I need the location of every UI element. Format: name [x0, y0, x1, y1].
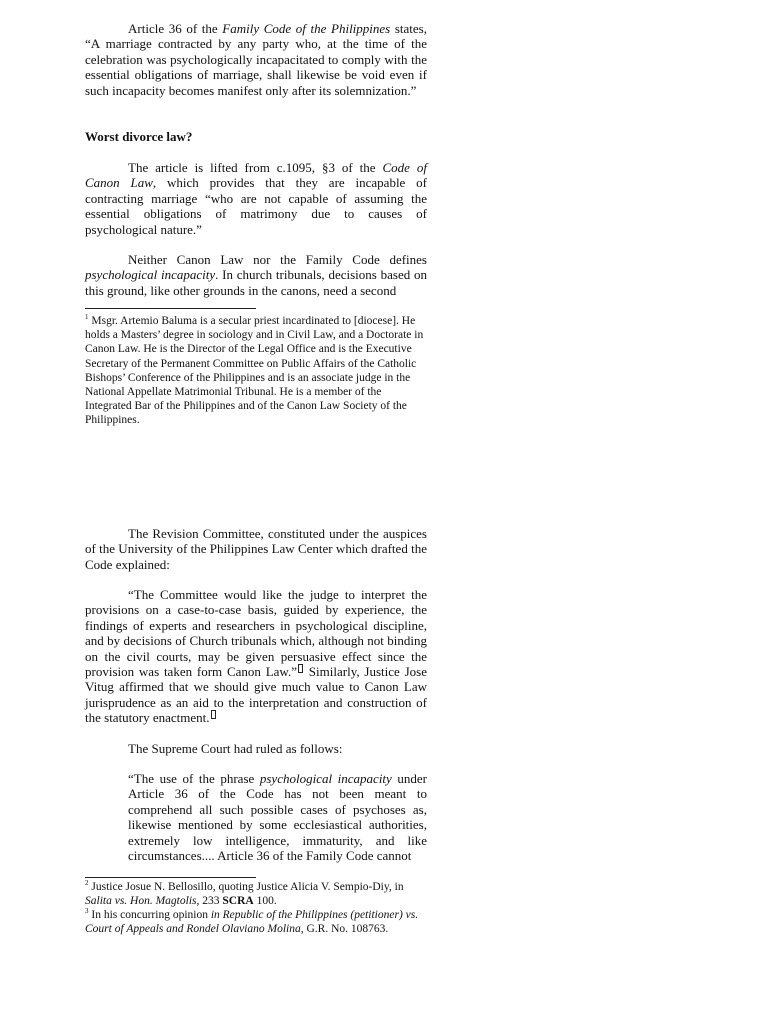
text: Neither Canon Law nor the Family Code defines: [128, 252, 427, 267]
text: The Revision Committee, constituted under the auspices of the University of the Philippines Law Center which drafted the Code explained:: [85, 526, 427, 572]
text: , G.R. No. 108763.: [300, 923, 389, 936]
text: Article 36 of the: [128, 21, 223, 36]
text: Similarly, Justice Jose Vitug affirmed that we should give much value to Canon Law jurisprudence as an aid to the interpretation and construction of the statutory enactment.: [85, 664, 427, 726]
text: , which provides that they are incapable of contracting marriage “who are not capable of assuming the essential obligations of matrimony due to causes of psychological nature.”: [85, 175, 427, 237]
text: under Article 36 of the Code has not been meant to comprehend all such possible cases of psychoses as, likewise mentioned by some ecclesiastical authorities, extremely low intelligence, immaturity, and like circumstances.... Article 36 of the Family Code cannot: [128, 771, 427, 864]
text: In his concurring opinion: [88, 909, 211, 921]
text: “The use of the phrase: [128, 771, 260, 786]
text: Justice Josue N. Bellosillo, quoting Justice Alicia V. Sempio-Diy, in: [88, 881, 404, 893]
footnote-divider: [85, 877, 256, 878]
text: states, “A marriage contracted by any party who, at the time of the celebration was psychologically incapacitated to comply with the essential obligations of marriage, shall likewise be void even if such incapacity becomes manifest only after its solemnization.”: [85, 21, 427, 98]
footnote-number: 3: [85, 907, 89, 916]
paragraph-canon-law: [85, 160, 427, 237]
term: psychological incapacity: [85, 267, 216, 283]
footnote-2-marker[interactable]: [298, 664, 303, 673]
footnote-text: Msgr. Artemio Baluma is a secular priest incardinated to [diocese]. He holds a Masters’ degree in sociology and in Civil Law, and a Doctorate in Canon Law. He is the Director of the Legal Office and is the Executive Secretary of the Permanent Committee on Public Affairs of the Catholic Bishops’ Conference of the Philippines and is an associate judge in the National Appellate Matrimonial Tribunal. He is a member of the Integrated Bar of the Philippines and of the Canon Law Society of the Philippines.: [85, 315, 424, 427]
paragraph-revision-committee: [85, 526, 427, 572]
footnote-divider: [85, 308, 256, 309]
text: . In church tribunals, decisions based on this ground, like other grounds in the canons, need a second: [85, 267, 427, 298]
reporter: SCRA: [222, 895, 254, 908]
paragraph-psychological-incapacity: [85, 252, 427, 298]
footnote-number: 2: [85, 879, 89, 888]
footnote-2: [85, 880, 427, 908]
text: The Supreme Court had ruled as follows:: [128, 741, 343, 756]
paragraph-committee-quote: [85, 587, 427, 726]
case-name: in Republic of the Philippines (petitioner) vs. Court of Appeals and Rondel Olaviano Molina: [85, 909, 419, 936]
code-title: Family Code of the Philippines: [222, 21, 391, 36]
text: , 233: [196, 895, 223, 908]
heading-worst-divorce-law: Worst divorce law?: [85, 129, 193, 144]
footnote-number: 1: [85, 313, 89, 322]
paragraph-supreme-court: [85, 741, 427, 756]
text: “The Committee would like the judge to interpret the provisions on a case-to-case basis, guided by experience, the findings of experts and researchers in psychological discipline, and by decisions of Church tribunals which, although not binding on the civil courts, may be given persuasive effect since the provision was taken form Canon Law.”: [85, 587, 427, 680]
footnote-1: [85, 314, 427, 428]
blockquote-supreme-court: [128, 771, 427, 863]
section-heading: [85, 129, 427, 144]
text: The article is lifted from c.1095, §3 of the: [128, 160, 383, 175]
paragraph-article-36: [85, 21, 427, 98]
text: 100.: [253, 895, 277, 908]
footnote-3-marker[interactable]: [211, 710, 216, 719]
case-name: Salita vs. Hon. Magtolis: [85, 895, 197, 908]
canon-law-title: Code of Canon Law: [85, 160, 427, 191]
term: psychological incapacity: [259, 771, 392, 786]
footnote-3: [85, 908, 427, 936]
